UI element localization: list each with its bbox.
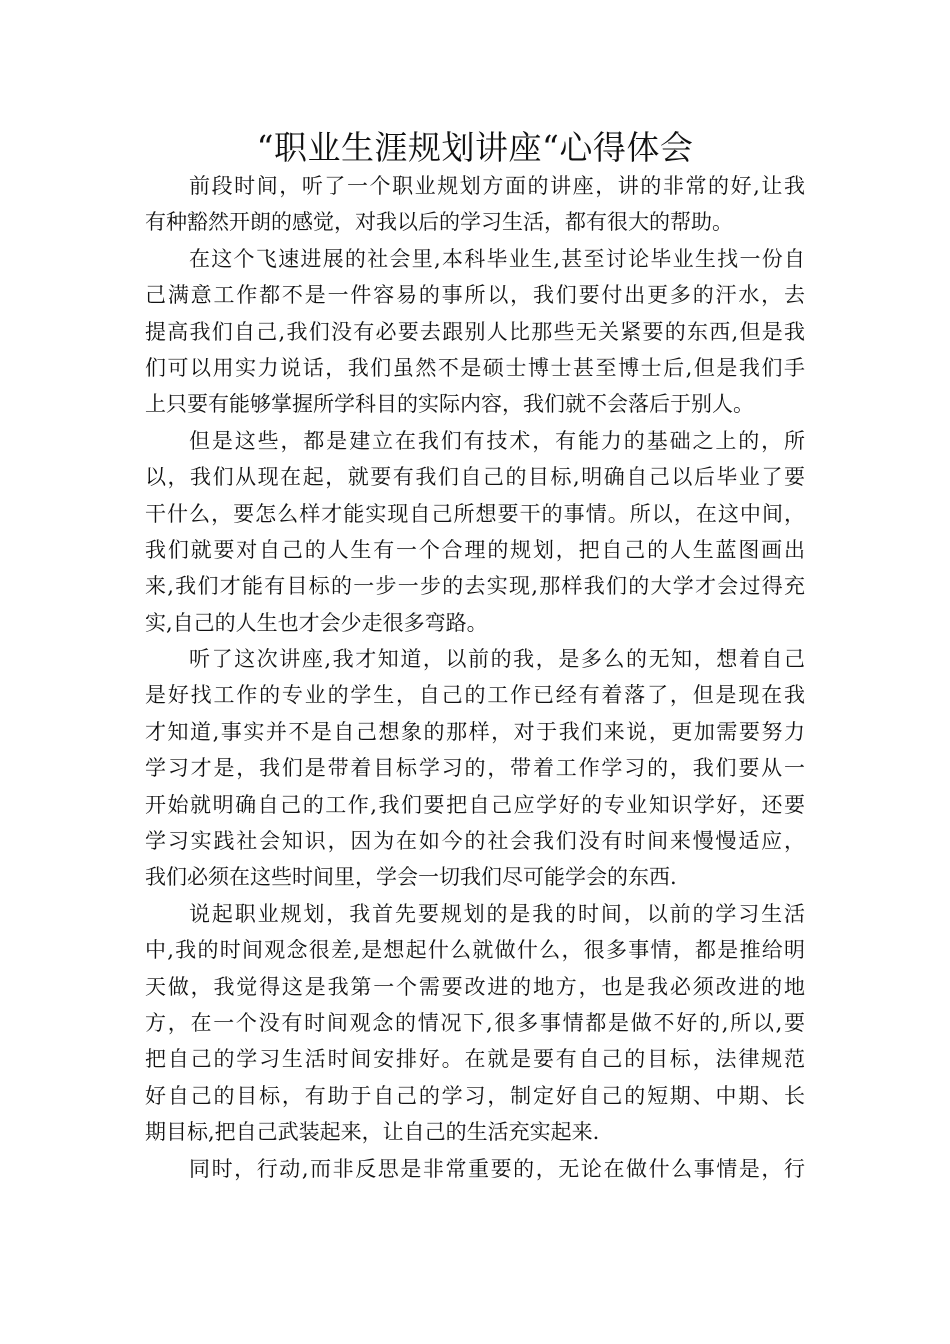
text-line: 是好找工作的专业的学生，自己的工作已经有着落了，但是现在我 [145,683,805,708]
text-line: 以，我们从现在起，就要有我们自己的目标,明确自己以后毕业了要 [145,465,805,490]
text-line: 听了这次讲座,我才知道，以前的我，是多么的无知，想着自己 [189,647,805,672]
text-line: 在这个飞速进展的社会里,本科毕业生,甚至讨论毕业生找一份自 [189,246,805,271]
text-line: 干什么，要怎么样才能实现自己所想要干的事情。所以，在这中间， [145,501,805,526]
text-line: 天做，我觉得这是我第一个需要改进的地方，也是我必须改进的地 [145,974,805,999]
text-line: 我们必须在这些时间里，学会一切我们尽可能学会的东西. [145,865,677,890]
text-line: 来,我们才能有目标的一步一步的去实现,那样我们的大学才会过得充 [145,574,805,599]
text-line: 开始就明确自己的工作,我们要把自己应学好的专业知识学好，还要 [145,792,805,817]
document-body [145,168,805,1187]
text-line: 们可以用实力说话，我们虽然不是硕士博士甚至博士后,但是我们手 [145,355,805,380]
text-line: 提高我们自己,我们没有必要去跟别人比那些无关紧要的东西,但是我 [145,319,805,344]
text-line: 我们就要对自己的人生有一个合理的规划，把自己的人生蓝图画出 [145,537,805,562]
text-line: 但是这些，都是建立在我们有技术，有能力的基础之上的，所 [189,428,805,453]
text-line: 学习才是，我们是带着目标学习的，带着工作学习的，我们要从一 [145,756,805,781]
text-line: 才知道,事实并不是自己想象的那样，对于我们来说，更加需要努力 [145,719,805,744]
text-line: 中,我的时间观念很差,是想起什么就做什么，很多事情，都是推给明 [145,938,805,963]
text-line: 同时，行动,而非反思是非常重要的，无论在做什么事情是，行 [189,1156,805,1181]
text-line: 实,自己的人生也才会少走很多弯路。 [145,610,488,635]
text-line: 期目标,把自己武装起来，让自己的生活充实起来. [145,1120,600,1145]
text-line: 学习实践社会知识，因为在如今的社会我们没有时间来慢慢适应， [145,829,805,854]
text-line: 前段时间，听了一个职业规划方面的讲座，讲的非常的好,让我 [189,174,805,198]
text-line: 己满意工作都不是一件容易的事所以，我们要付出更多的汗水，去 [145,283,805,308]
text-line: 上只要有能够掌握所学科目的实际内容，我们就不会落后于别人。 [145,392,754,417]
text-line: 好自己的目标，有助于自己的学习，制定好自己的短期、中期、长 [145,1083,805,1108]
text-line: 方，在一个没有时间观念的情况下,很多事情都是做不好的,所以,要 [145,1010,805,1035]
document-title: “职业生涯规划讲座“心得体会 [256,128,694,167]
text-line: 把自己的学习生活时间安排好。在就是要有自己的目标，法律规范 [145,1047,805,1072]
text-line: 说起职业规划，我首先要规划的是我的时间，以前的学习生活 [189,901,805,926]
text-line: 有种豁然开朗的感觉，对我以后的学习生活，都有很大的帮助。 [145,210,733,235]
